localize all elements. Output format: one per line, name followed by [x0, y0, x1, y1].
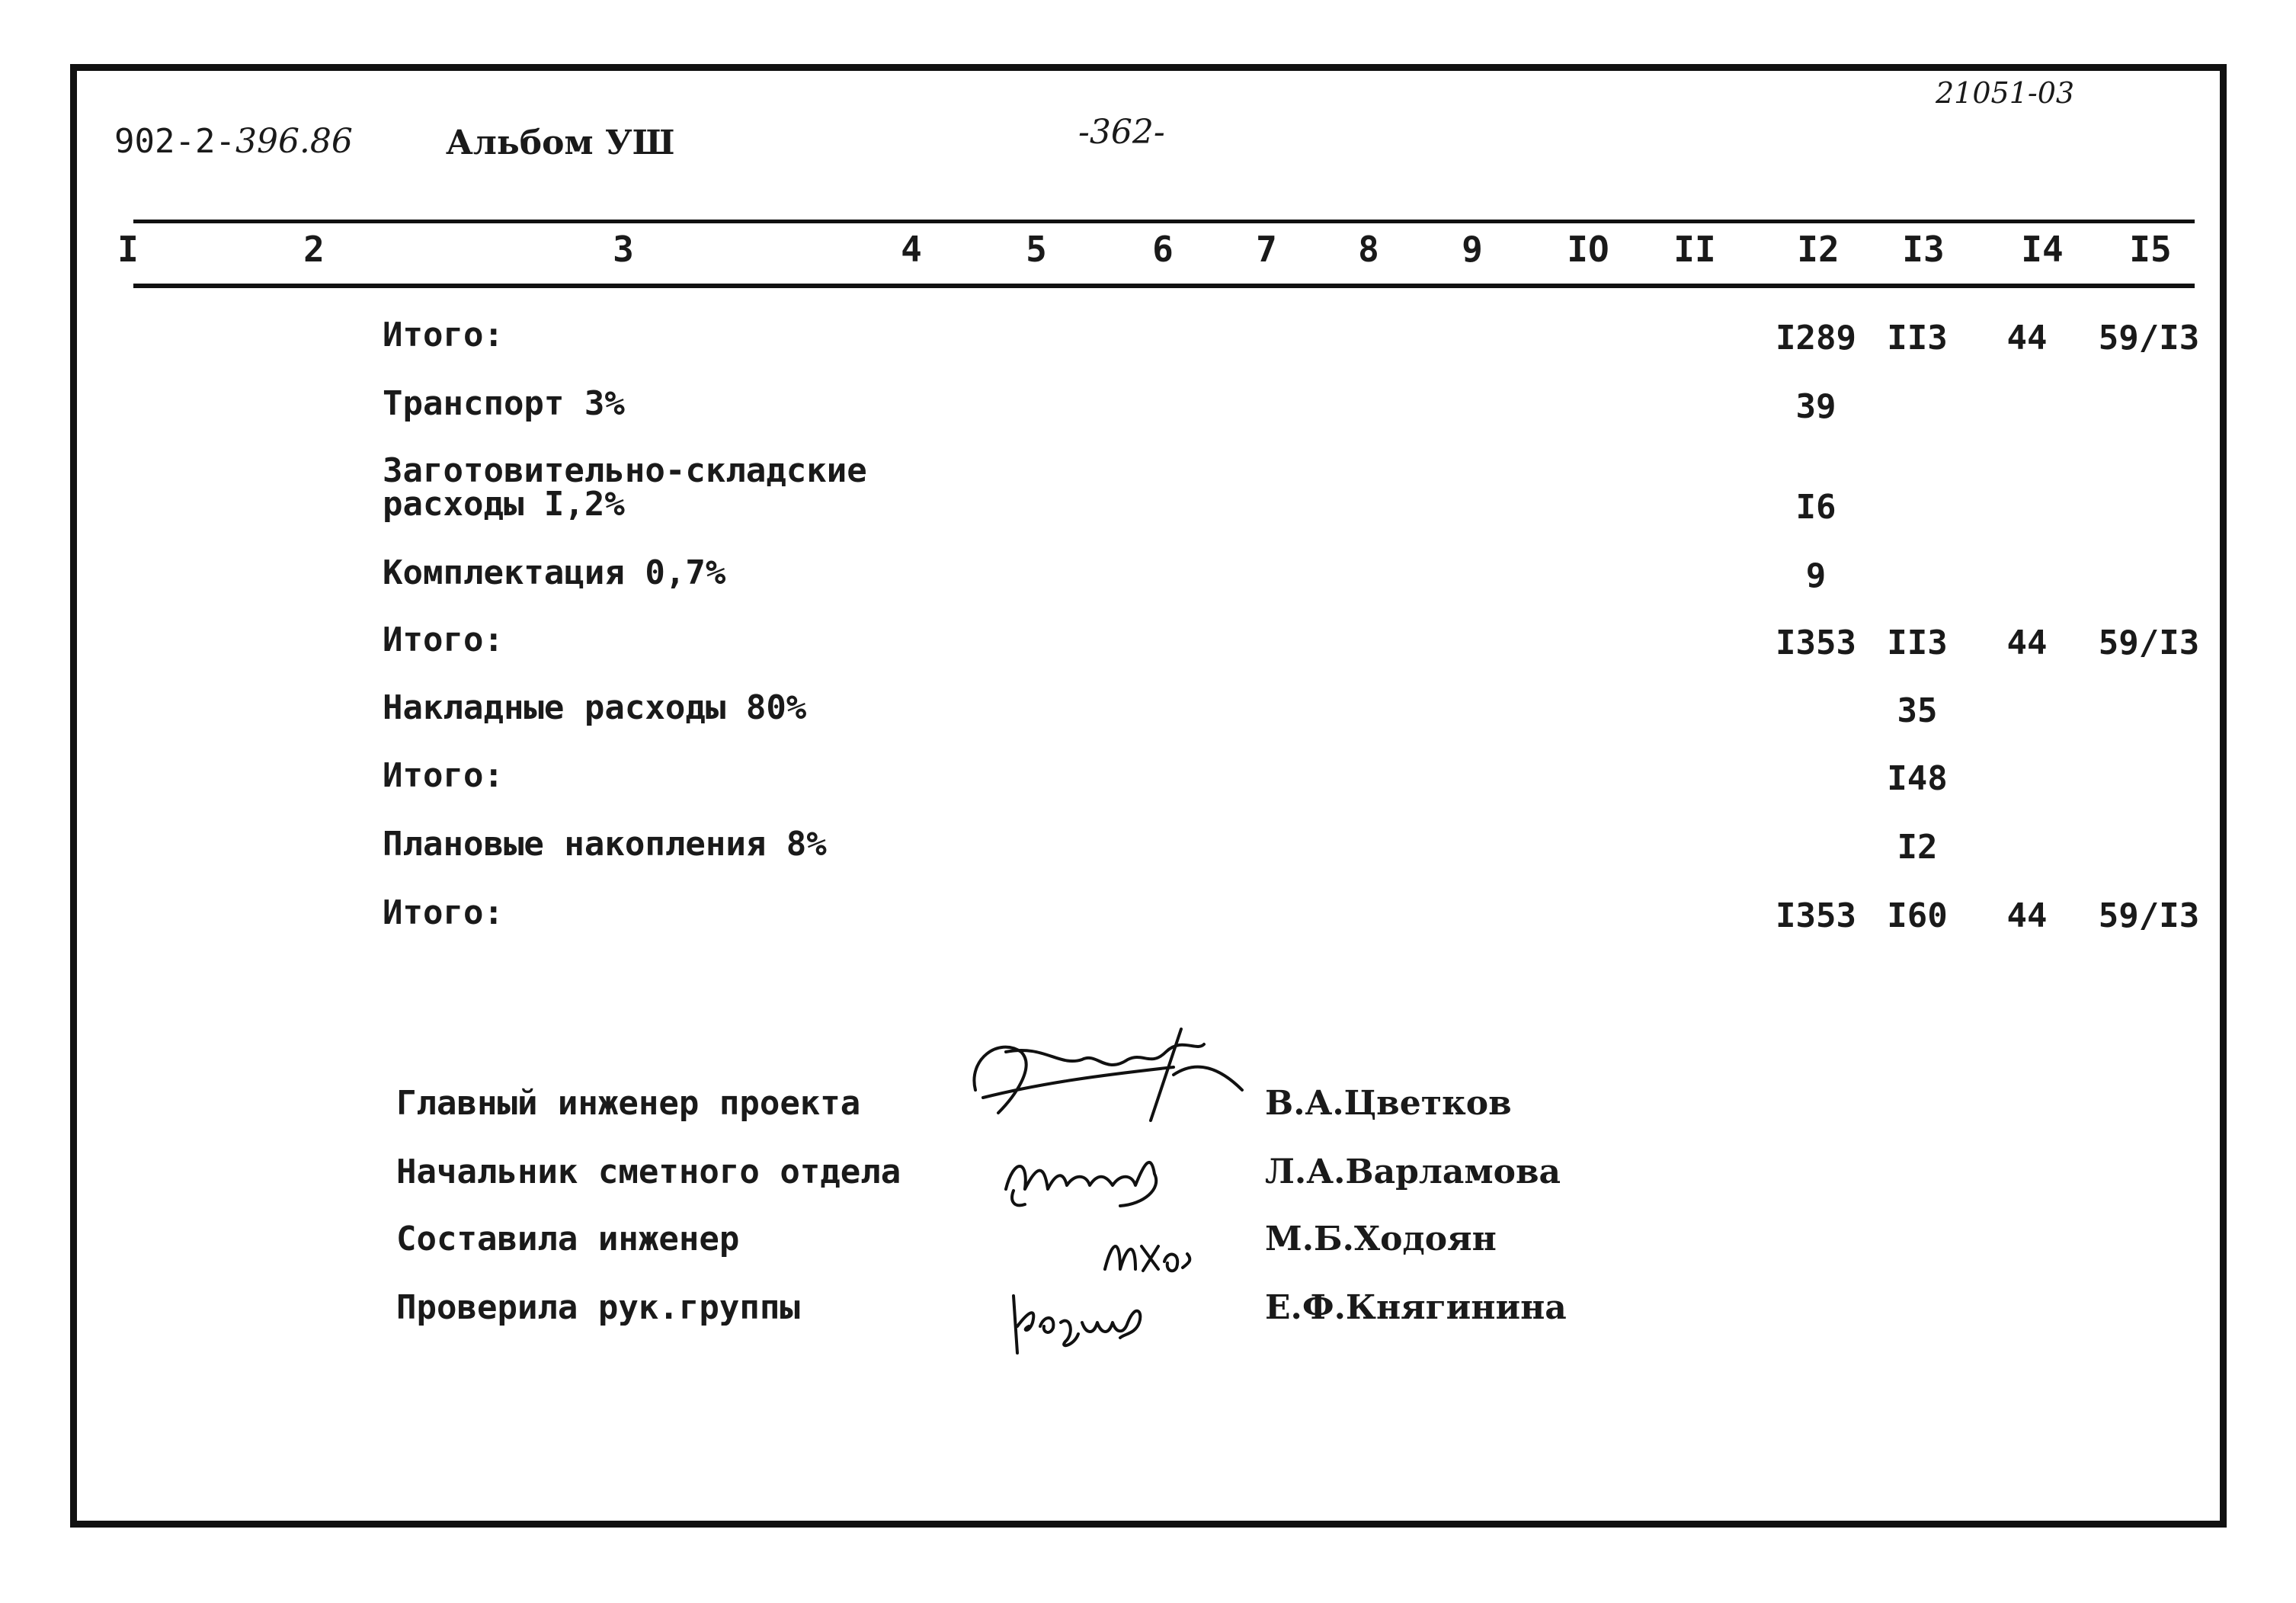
cell-col-12: 39 — [1795, 387, 1836, 426]
column-number: 2 — [303, 229, 325, 270]
column-number: II — [1673, 229, 1716, 270]
row-label: Транспорт 3% — [383, 384, 625, 423]
row-label: Итого: — [383, 620, 504, 659]
code-handwritten: 396.86 — [235, 122, 353, 161]
document-code — [114, 122, 353, 161]
signatory-role: Начальник сметного отдела — [396, 1153, 901, 1191]
page-number: -362- — [1078, 113, 1165, 152]
signature-head-estimate-dept — [991, 1143, 1242, 1212]
cell-col-12: I353 — [1776, 624, 1856, 662]
cell-col-15: 59/I3 — [2098, 896, 2200, 935]
cell-col-13: II3 — [1887, 319, 1948, 357]
column-number: 6 — [1152, 229, 1174, 270]
cell-col-13: I2 — [1897, 828, 1938, 867]
signatory-role: Главный инженер проекта — [396, 1084, 861, 1123]
signatory-name: Л.А.Варламова — [1265, 1153, 1561, 1191]
column-number: I4 — [2021, 229, 2064, 270]
row-label: Итого: — [383, 756, 504, 795]
cell-col-12: I353 — [1776, 896, 1856, 935]
signatory-role: Составила инженер — [396, 1220, 740, 1258]
header-top-rule — [133, 220, 2195, 223]
column-number: 8 — [1358, 229, 1379, 270]
signatory-name: Е.Ф.Княгинина — [1265, 1288, 1567, 1327]
cell-col-14: 44 — [2006, 624, 2048, 662]
column-number: I3 — [1902, 229, 1945, 270]
column-number: 3 — [613, 229, 634, 270]
signature-group-head — [998, 1281, 1196, 1357]
cell-col-14: 44 — [2006, 319, 2048, 357]
cell-col-15: 59/I3 — [2098, 624, 2200, 662]
cell-col-13: II3 — [1887, 624, 1948, 662]
album-label: Альбом УШ — [446, 123, 675, 162]
column-number: IO — [1567, 229, 1609, 270]
column-number: I — [117, 229, 139, 270]
cell-col-15: 59/I3 — [2098, 319, 2200, 357]
cell-col-12: 9 — [1805, 556, 1827, 595]
signature-engineer — [1097, 1223, 1204, 1284]
cell-col-13: I60 — [1887, 896, 1948, 935]
column-number: I5 — [2129, 229, 2172, 270]
column-number: 7 — [1256, 229, 1277, 270]
row-label: Заготовительно-складские расходы I,2% — [383, 451, 867, 524]
row-label: Итого: — [383, 316, 504, 354]
archive-number: 21051-03 — [1936, 76, 2075, 110]
cell-col-12: I289 — [1776, 319, 1856, 357]
cell-col-14: 44 — [2006, 896, 2048, 935]
signatory-name: М.Б.Ходоян — [1265, 1220, 1497, 1258]
cell-col-13: I48 — [1887, 759, 1948, 798]
signatory-role: Проверила рук.группы — [396, 1288, 800, 1327]
header-bottom-rule — [133, 284, 2195, 288]
row-label: Накладные расходы 80% — [383, 688, 807, 727]
column-number: 4 — [901, 229, 922, 270]
row-label: Плановые накопления 8% — [383, 825, 827, 864]
column-number: 9 — [1462, 229, 1483, 270]
column-number: 5 — [1026, 229, 1047, 270]
cell-col-13: 35 — [1897, 691, 1938, 730]
column-number: I2 — [1797, 229, 1840, 270]
row-label: Итого: — [383, 893, 504, 932]
code-prefix: 902-2- — [114, 122, 235, 161]
signatory-name: В.А.Цветков — [1265, 1084, 1512, 1123]
signature-chief-engineer — [953, 1006, 1257, 1136]
row-label: Комплектация 0,7% — [383, 553, 726, 592]
cell-col-12: I6 — [1795, 488, 1836, 527]
